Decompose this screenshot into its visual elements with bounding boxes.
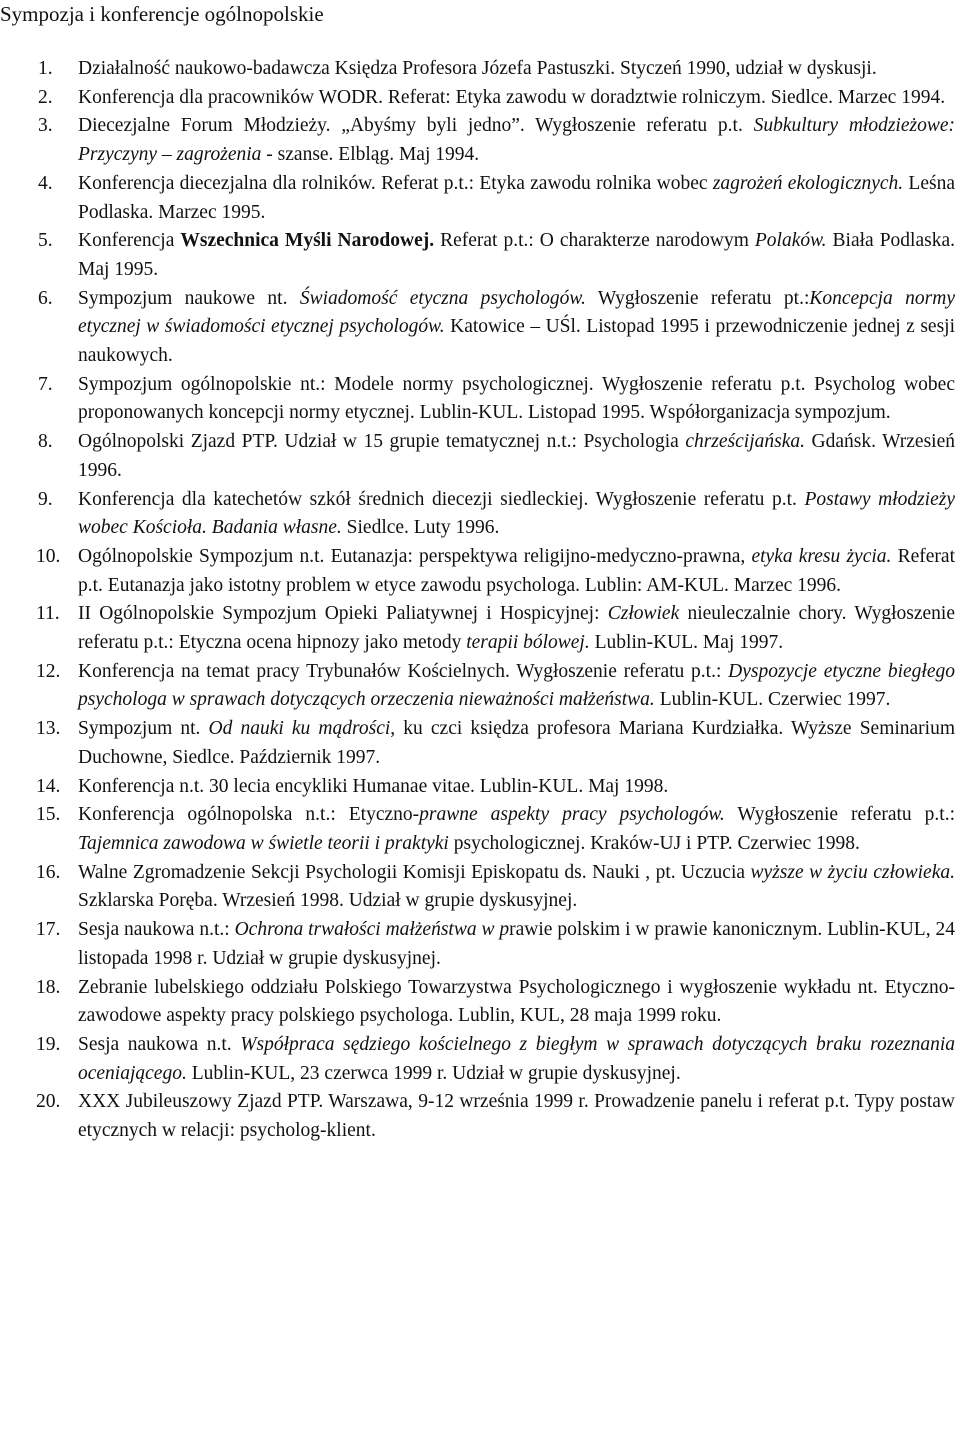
list-item-text [78,603,955,653]
text-segment: Sesja naukowa n.t.: [78,919,235,941]
list-item [0,801,955,858]
list-item-number: 15. [36,804,61,826]
list-item [0,55,955,84]
list-item [0,1031,955,1088]
text-segment: Konferencja na temat pracy Trybunałów Kościelnych. Wygłoszenie referatu p.t.: [78,660,729,682]
text-segment: Katowice – UŚl. Listopad 1995 i przewodniczenie jednej z sesji naukowych. [78,316,956,367]
list-item-number: 18. [36,976,61,998]
list-item-number: 2. [38,86,53,108]
text-segment: Walne Zgromadzenie Sekcji Psychologii Komisji Episkopatu ds. Nauki , pt. Uczucia [78,861,751,883]
list-item-text [78,115,955,165]
text-segment: Ochrona trwałości małżeństwa w p [234,919,510,941]
list-item-number: 4. [38,172,53,194]
list-item-text [78,1091,955,1141]
text-segment: Lublin-KUL, 23 czerwca 1999 r. Udział w grupie dyskusyjnej. [186,1062,681,1084]
text-segment: psychologicznej. Kraków-UJ i PTP. Czerwiec 1998. [448,832,860,854]
list-item-text [78,919,955,969]
list-item [0,859,955,916]
list-item-text [78,58,877,79]
list-item-text [78,374,955,424]
text-segment: Świadomość etyczna psychologów. [299,287,586,309]
list-item-text [78,173,955,223]
list-item-number: 9. [38,488,53,510]
text-segment: rawie polskim i w prawie kanonicznym. Lublin-KUL, 24 listopada 1998 r. Udział w grupie dyskusyjnej. [78,919,955,969]
list-item [0,285,955,371]
list-item-text [78,431,955,481]
list-item-number: 6. [38,287,53,309]
text-segment: Sympozjum nt. [78,718,209,740]
text-segment: Dyspozycje etyczne biegłego psychologa w sprawach dotyczących orzeczenia nieważności małżeństwa. [78,660,955,711]
list-item-text [78,977,955,1027]
text-segment: Od nauki ku mądrości [208,718,391,740]
list-item-number: 11. [36,603,60,625]
section-heading: Sympozja i konferencje ogólnopolskie [0,2,324,26]
list-item-text [78,1034,955,1084]
text-segment: Tajemnica zawodowa w świetle teorii i praktyki [78,832,449,854]
list-item [0,543,955,600]
text-segment: XXX Jubileuszowy Zjazd PTP. Warszawa, 9-12 września 1999 r. Prowadzenie panelu i referat p.t. Typy postaw etycznych w relacji: psycholog-klient. [78,1091,955,1142]
list-item-text [78,489,955,539]
text-segment: etyka kresu życia. [751,545,892,567]
text-segment: Leśna Podlaska. Marzec 1995. [78,172,955,223]
list-item-number: 16. [36,861,61,883]
text-segment: Diecezjalne Forum Młodzieży. „Abyśmy byli jedno”. Wygłoszenie referatu p.t. [78,115,754,137]
text-segment: Człowiek [607,603,680,625]
list-item [0,916,955,973]
list-item [0,773,955,802]
list-item-number: 5. [38,230,53,252]
list-item-number: 19. [36,1033,61,1055]
text-segment: Lublin-KUL. Maj 1997. [589,632,784,654]
list-item-number: 14. [36,775,61,797]
text-segment: wyższe w życiu człowieka. [750,861,955,883]
list-item [0,658,955,715]
text-segment: terapii bólowej. [466,632,590,654]
text-segment: Ogólnopolskie Sympozjum n.t. Eutanazja: perspektywa religijno-medyczno-prawna, [78,545,752,567]
list-item-number: 7. [38,373,53,395]
list-item [0,600,955,657]
text-segment: Działalność naukowo-badawcza Księdza Profesora Józefa Pastuszki. Styczeń 1990, udział w dyskusji. [78,58,877,79]
list-item [0,84,955,113]
text-segment: Biała Podlaska. Maj 1995. [78,230,955,280]
list-item-number: 12. [36,660,61,682]
text-segment: Konferencja n.t. 30 lecia encykliki Humanae vitae. Lublin-KUL. Maj 1998. [78,775,669,797]
list-item [0,371,955,428]
list-item-text [78,87,945,108]
text-segment: Siedlce. Luty 1996. [341,517,500,539]
text-segment: Koncepcja normy etycznej w świadomości etycznej psychologów. [78,287,955,338]
text-segment: Konferencja dla pracowników WODR. Referat: Etyka zawodu w doradztwie rolniczym. Siedlce. Marzec 1994. [78,86,946,108]
text-segment: II Ogólnopolskie Sympozjum Opieki Paliatywnej i Hospicyjnej: [78,603,608,625]
text-segment: Postawy młodzieży wobec Kościoła. Badania własne. [78,488,955,539]
text-segment: prawne aspekty pracy psychologów. [419,804,725,826]
text-segment: Referat p.t. Eutanazja jako istotny problem w etyce zawodu psychologa. Lublin: AM-KUL. Marzec 1996. [78,545,955,596]
text-segment: Konferencja diecezjalna dla rolników. Referat p.t.: Etyka zawodu rolnika wobec [78,172,713,194]
list-item-text [78,288,955,366]
text-segment: Konferencja ogólnopolska n.t.: Etyczno- [78,804,420,826]
text-segment: Polaków. [754,230,827,252]
list-item [0,112,955,169]
text-segment: Sympozjum naukowe nt. [78,287,300,309]
list-item-number: 13. [36,718,61,740]
text-segment: , ku czci księdza profesora Mariana Kurdziałka. Wyższe Seminarium Duchowne, Siedlce. Październik 1997. [78,718,956,768]
text-segment: Lublin-KUL. Czerwiec 1997. [654,689,891,711]
list-item-number: 17. [36,919,61,941]
text-segment: Ogólnopolski Zjazd PTP. Udział w 15 grupie tematycznej n.t.: Psychologia [78,431,686,453]
text-segment: Sympozjum ogólnopolskie nt.: Modele normy psychologicznej. Wygłoszenie referatu p.t. Psycholog wobec proponowanych koncepcji normy etycznej. Lublin-KUL. Listopad 1995. Współorganizacja sympozjum. [78,373,955,424]
list-item-text [78,776,668,797]
list-item-text [78,862,955,912]
text-segment: nieuleczalnie chory. Wygłoszenie referatu p.t.: Etyczna ocena hipnozy jako metody [78,603,955,654]
list-item-text [78,230,955,280]
list-item [0,715,955,772]
text-segment: Wygłoszenie referatu p.t.: [724,804,955,826]
text-segment: Zebranie lubelskiego oddziału Polskiego Towarzystwa Psychologicznego i wygłoszenie wykładu nt. Etyczno-zawodowe aspekty pracy polskiego psychologa. Lublin, KUL, 28 maja 1999 roku. [78,976,955,1027]
list-item [0,1088,955,1145]
text-segment: Sesja naukowa n.t. [78,1033,241,1055]
text-segment: zagrożeń ekologicznych. [712,172,904,194]
text-segment: Subkultury młodzieżowe: Przyczyny – zagrożenia [78,115,955,166]
text-segment: Referat p.t.: O charakterze narodowym [434,230,755,252]
text-segment: Gdańsk. Wrzesień 1996. [78,431,955,481]
list-item [0,227,955,284]
list-item [0,974,955,1031]
list-item-number: 20. [36,1091,61,1113]
text-segment: Współpraca sędziego kościelnego z biegłym w sprawach dotyczących braku rozeznania oceniającego. [78,1033,955,1084]
text-segment: Konferencja [78,230,181,252]
list-item [0,428,955,485]
text-segment: - szanse. Elbląg. Maj 1994. [261,144,480,166]
text-segment: Szklarska Poręba. Wrzesień 1998. Udział w grupie dyskusyjnej. [78,890,578,912]
list-item-text [78,718,955,768]
text-segment: Wszechnica Myśli Narodowej. [180,230,435,252]
list-item [0,486,955,543]
text-segment: Konferencja dla katechetów szkół średnich diecezji siedleckiej. Wygłoszenie referatu p.t. [78,488,805,510]
list-item-number: 1. [38,58,53,79]
list-item [0,170,955,227]
list-item-number: 10. [36,545,61,567]
list-item-text [78,546,955,596]
list-item-text [78,661,955,711]
list-item-number: 3. [38,115,53,137]
conference-list [0,55,955,1146]
list-item-text [78,804,955,854]
text-segment: Wygłoszenie referatu pt.: [585,287,810,309]
list-item-number: 8. [38,431,53,453]
text-segment: chrześcijańska. [685,431,805,453]
